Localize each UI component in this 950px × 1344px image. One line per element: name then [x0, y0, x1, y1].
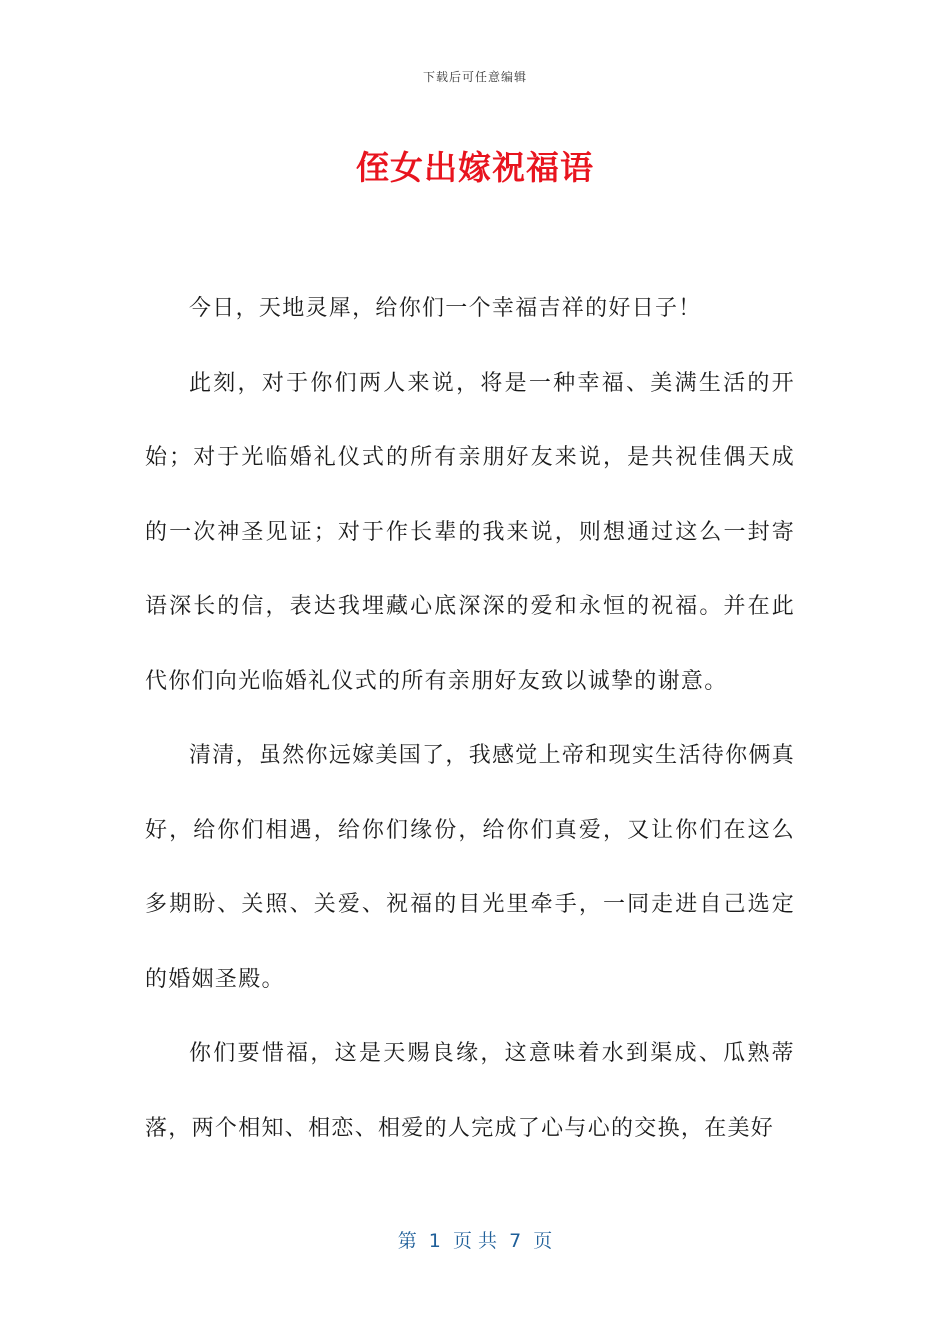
header-note: 下载后可任意编辑: [422, 70, 527, 84]
document-body: [145, 272, 795, 1166]
page-title: 侄女出嫁祝福语: [356, 148, 594, 187]
paragraph: 此刻，对于你们两人来说，将是一种幸福、美满生活的开始；对于光临婚礼仪式的所有亲朋好友来说，是共祝佳偶天成的一次神圣见证；对于作长辈的我来说，则想通过这么一封寄语深长的信，表达我埋藏心底深深的爱和永恒的祝福。并在此代你们向光临婚礼仪式的所有亲朋好友致以诚挚的谢意。: [145, 370, 795, 694]
paragraph: 清清，虽然你远嫁美国了，我感觉上帝和现实生活待你俩真好，给你们相遇，给你们缘份，给你们真爱，又让你们在这么多期盼、关照、关爱、祝福的目光里牵手，一同走进自己选定的婚姻圣殿。: [145, 743, 795, 992]
paragraph: 今日，天地灵犀，给你们一个幸福吉祥的好日子！: [189, 296, 702, 321]
paragraph: 你们要惜福，这是天赐良缘，这意味着水到渠成、瓜熟蒂落，两个相知、相恋、相爱的人完成了心与心的交换，在美好: [145, 1041, 795, 1141]
page-number-footer: 第 1 页 共 7 页: [397, 1230, 553, 1252]
